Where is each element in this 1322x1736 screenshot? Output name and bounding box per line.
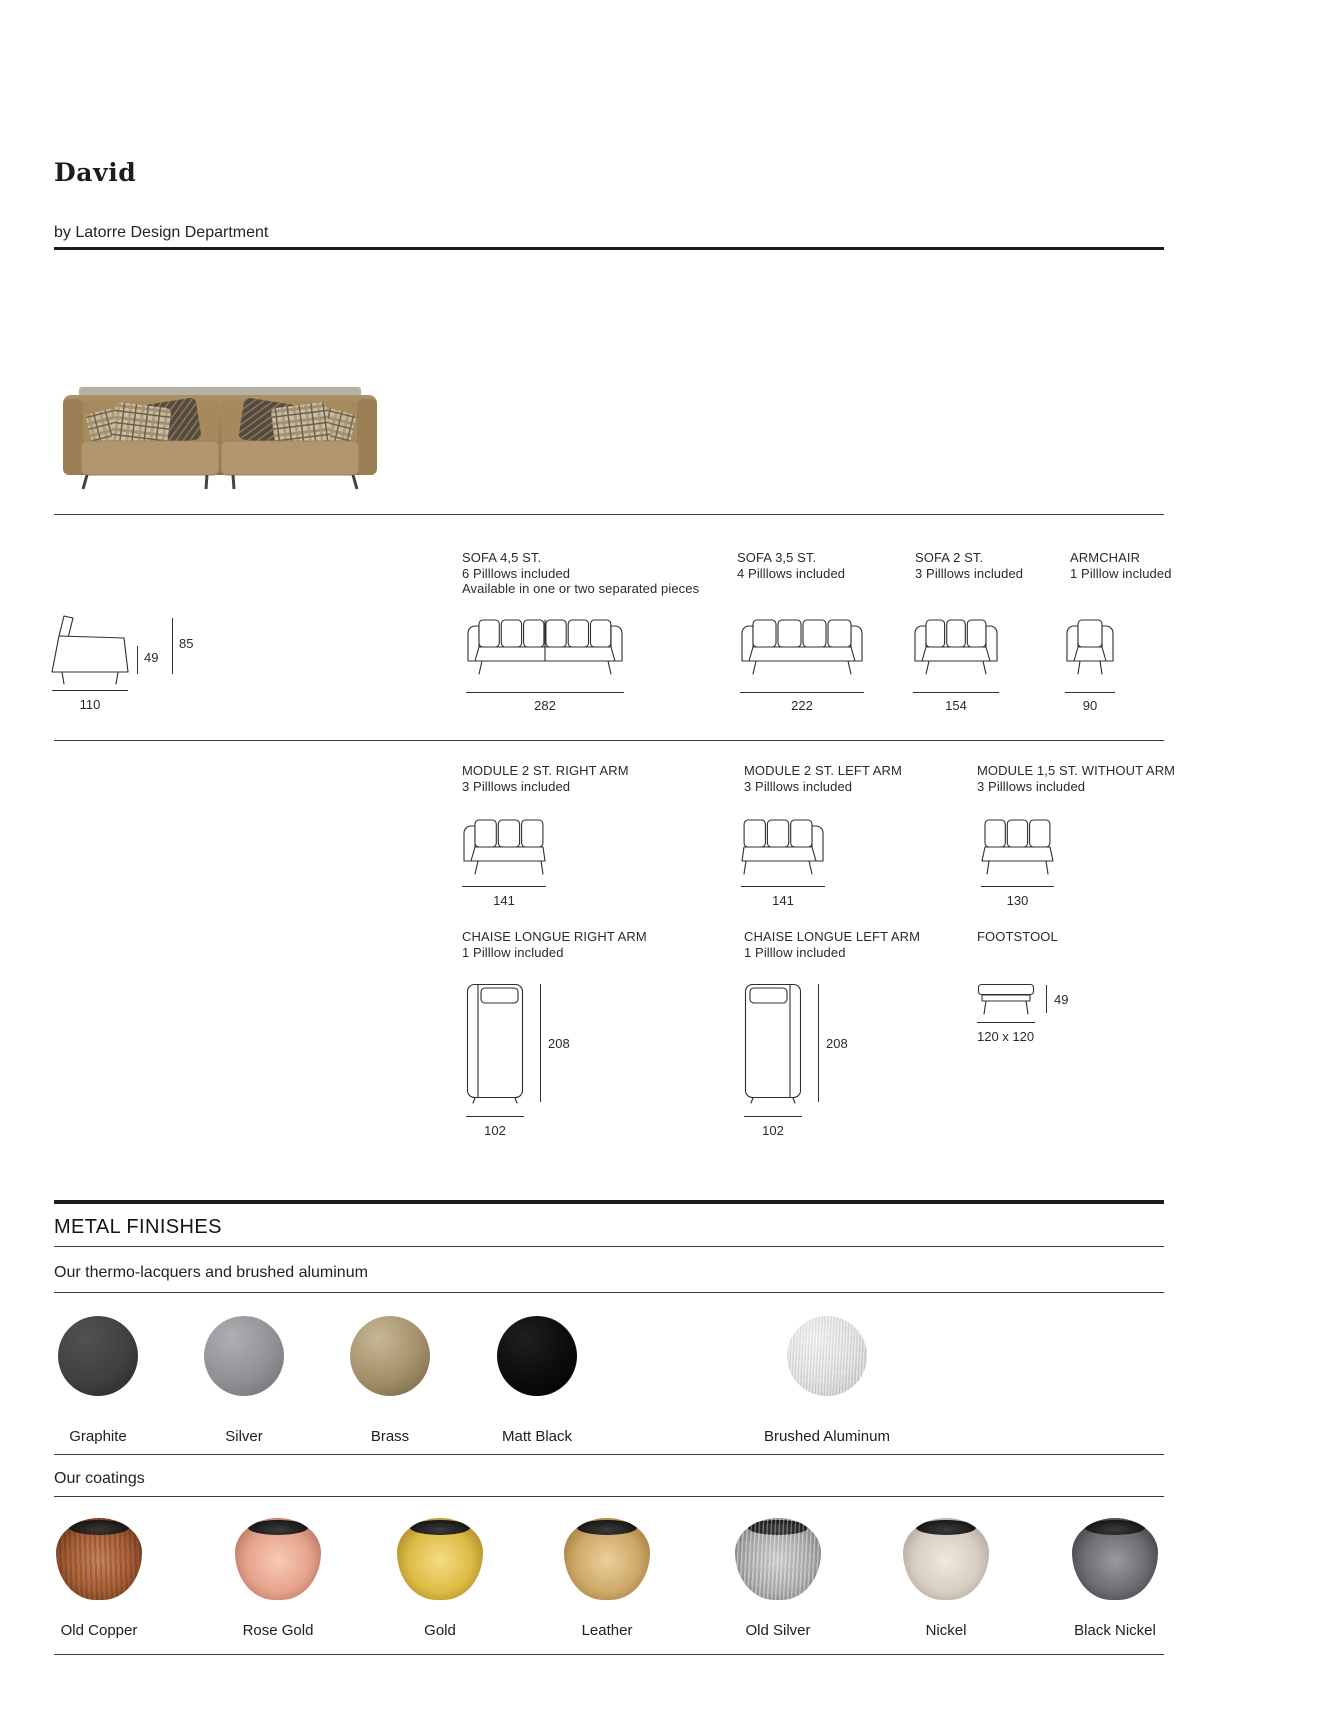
product-name: ARMCHAIR — [1070, 550, 1141, 565]
product-detail: 3 Pilllows included — [915, 565, 1024, 581]
coating-swatch-label: Old Silver — [745, 1622, 811, 1639]
chaise-left-arm-diagram — [744, 983, 802, 1103]
section-rule-7 — [54, 1654, 1164, 1655]
width-dim-line — [913, 692, 999, 693]
length-dim-line — [818, 984, 819, 1102]
width-value: 141 — [772, 893, 794, 908]
width-dim-line — [744, 1116, 802, 1117]
module-left-arm-diagram — [741, 816, 825, 878]
length-value: 208 — [826, 1036, 848, 1051]
metal-swatch-label: Graphite — [69, 1428, 127, 1445]
product-photo — [55, 383, 385, 495]
product-module-left-header — [744, 763, 902, 794]
page-subtitle: by Latorre Design Department — [54, 224, 269, 241]
coating-swatch-label: Old Copper — [60, 1622, 138, 1639]
coating-swatch-black-nickel — [1072, 1518, 1158, 1600]
depth-dim-line — [52, 690, 128, 691]
metal-swatch-graphite — [58, 1316, 138, 1396]
coating-swatch-label: Rose Gold — [242, 1622, 314, 1639]
coating-swatch-old-copper — [56, 1518, 142, 1600]
total-height-value: 85 — [179, 636, 194, 651]
metal-finishes-rule — [54, 1200, 1164, 1204]
product-name: SOFA 4,5 ST. — [462, 550, 542, 565]
height-value: 49 — [1054, 992, 1069, 1007]
product-detail: 3 Pilllows included — [977, 778, 1086, 794]
product-footstool-header — [977, 929, 1058, 945]
coating-swatch-label: Black Nickel — [1074, 1622, 1156, 1639]
section-rule-5 — [54, 1454, 1164, 1455]
coating-swatch-label: Nickel — [925, 1622, 967, 1639]
size-dim-line — [977, 1022, 1035, 1023]
metal-swatch-matt-black — [497, 1316, 577, 1396]
sofa-2-front-diagram — [913, 616, 999, 678]
sofa-side-view-diagram — [50, 614, 130, 686]
width-value: 130 — [1006, 893, 1029, 908]
coating-swatch-label: Leather — [581, 1622, 633, 1639]
section-rule-1 — [54, 514, 1164, 515]
metal-finishes-heading: METAL FINISHES — [54, 1216, 222, 1238]
thermo-lacquers-title: Our thermo-lacquers and brushed aluminum — [54, 1264, 368, 1281]
depth-value: 110 — [79, 697, 101, 712]
chaise-right-arm-diagram — [466, 983, 524, 1103]
width-value: 282 — [534, 698, 556, 713]
width-value: 141 — [493, 893, 515, 908]
width-dim-line — [466, 1116, 524, 1117]
size-value: 120 x 120 — [977, 1029, 1035, 1044]
product-armchair-header — [1070, 550, 1172, 581]
sofa-45-front-diagram — [466, 616, 624, 678]
product-name: MODULE 2 ST. LEFT ARM — [744, 763, 902, 778]
seat-height-value: 49 — [144, 650, 159, 665]
section-rule-3 — [54, 1246, 1164, 1247]
length-value: 208 — [548, 1036, 570, 1051]
width-value: 90 — [1082, 698, 1098, 713]
product-name: FOOTSTOOL — [977, 929, 1058, 944]
product-detail: 1 Pilllow included — [744, 944, 846, 960]
header-rule — [54, 247, 1164, 250]
width-value: 154 — [945, 698, 967, 713]
product-detail: 3 Pilllows included — [462, 778, 571, 794]
metal-swatch-label: Brass — [370, 1428, 410, 1445]
width-dim-line — [740, 692, 864, 693]
seat-height-dim-line — [137, 646, 138, 674]
product-module-right-header — [462, 763, 629, 794]
product-detail: 4 Pilllows included — [737, 565, 846, 581]
product-name: SOFA 3,5 ST. — [737, 550, 817, 565]
height-dim-line — [1046, 985, 1047, 1013]
metal-swatch-label: Brushed Aluminum — [764, 1428, 890, 1445]
width-dim-line — [981, 886, 1054, 887]
coating-swatch-label: Gold — [424, 1622, 456, 1639]
metal-swatch-brass — [350, 1316, 430, 1396]
module-15-no-arm-diagram — [981, 816, 1054, 878]
product-name: MODULE 1,5 ST. WITHOUT ARM — [977, 763, 1176, 778]
section-rule-2 — [54, 740, 1164, 741]
width-dim-line — [741, 886, 825, 887]
metal-swatch-silver — [204, 1316, 284, 1396]
product-name: SOFA 2 ST. — [915, 550, 984, 565]
product-detail: 3 Pilllows included — [744, 778, 853, 794]
product-sofa-2-header — [915, 550, 1023, 581]
coatings-title: Our coatings — [54, 1470, 145, 1487]
sofa-35-front-diagram — [740, 616, 864, 678]
length-dim-line — [540, 984, 541, 1102]
coating-swatch-old-silver — [735, 1518, 821, 1600]
width-value: 222 — [791, 698, 813, 713]
total-height-dim-line — [172, 618, 173, 674]
product-module-15-header — [977, 763, 1175, 794]
coating-swatch-gold — [397, 1518, 483, 1600]
section-rule-4 — [54, 1292, 1164, 1293]
width-value: 102 — [762, 1123, 784, 1138]
coating-swatch-rose-gold — [235, 1518, 321, 1600]
product-chaise-left-header — [744, 929, 920, 960]
width-value: 102 — [484, 1123, 506, 1138]
coating-swatch-leather — [564, 1518, 650, 1600]
product-sofa-35-header — [737, 550, 845, 581]
armchair-front-diagram — [1065, 616, 1115, 678]
product-chaise-right-header — [462, 929, 647, 960]
product-detail: 6 Pilllows included — [462, 565, 571, 581]
coating-swatch-nickel — [903, 1518, 989, 1600]
product-name: MODULE 2 ST. RIGHT ARM — [462, 763, 629, 778]
width-dim-line — [466, 692, 624, 693]
metal-swatch-label: Matt Black — [501, 1428, 573, 1445]
module-right-arm-diagram — [462, 816, 546, 878]
footstool-diagram — [977, 983, 1035, 1017]
width-dim-line — [1065, 692, 1115, 693]
product-sofa-45-header — [462, 550, 699, 597]
product-name: CHAISE LONGUE RIGHT ARM — [462, 929, 647, 944]
metal-swatch-label: Silver — [225, 1428, 263, 1445]
product-detail: 1 Pilllow included — [1070, 565, 1172, 581]
width-dim-line — [462, 886, 546, 887]
product-detail: 1 Pilllow included — [462, 944, 564, 960]
section-rule-6 — [54, 1496, 1164, 1497]
product-detail: Available in one or two separated pieces — [462, 581, 700, 596]
page-title: David — [54, 158, 137, 187]
product-name: CHAISE LONGUE LEFT ARM — [744, 929, 921, 944]
metal-swatch-brushed-aluminum — [787, 1316, 867, 1396]
